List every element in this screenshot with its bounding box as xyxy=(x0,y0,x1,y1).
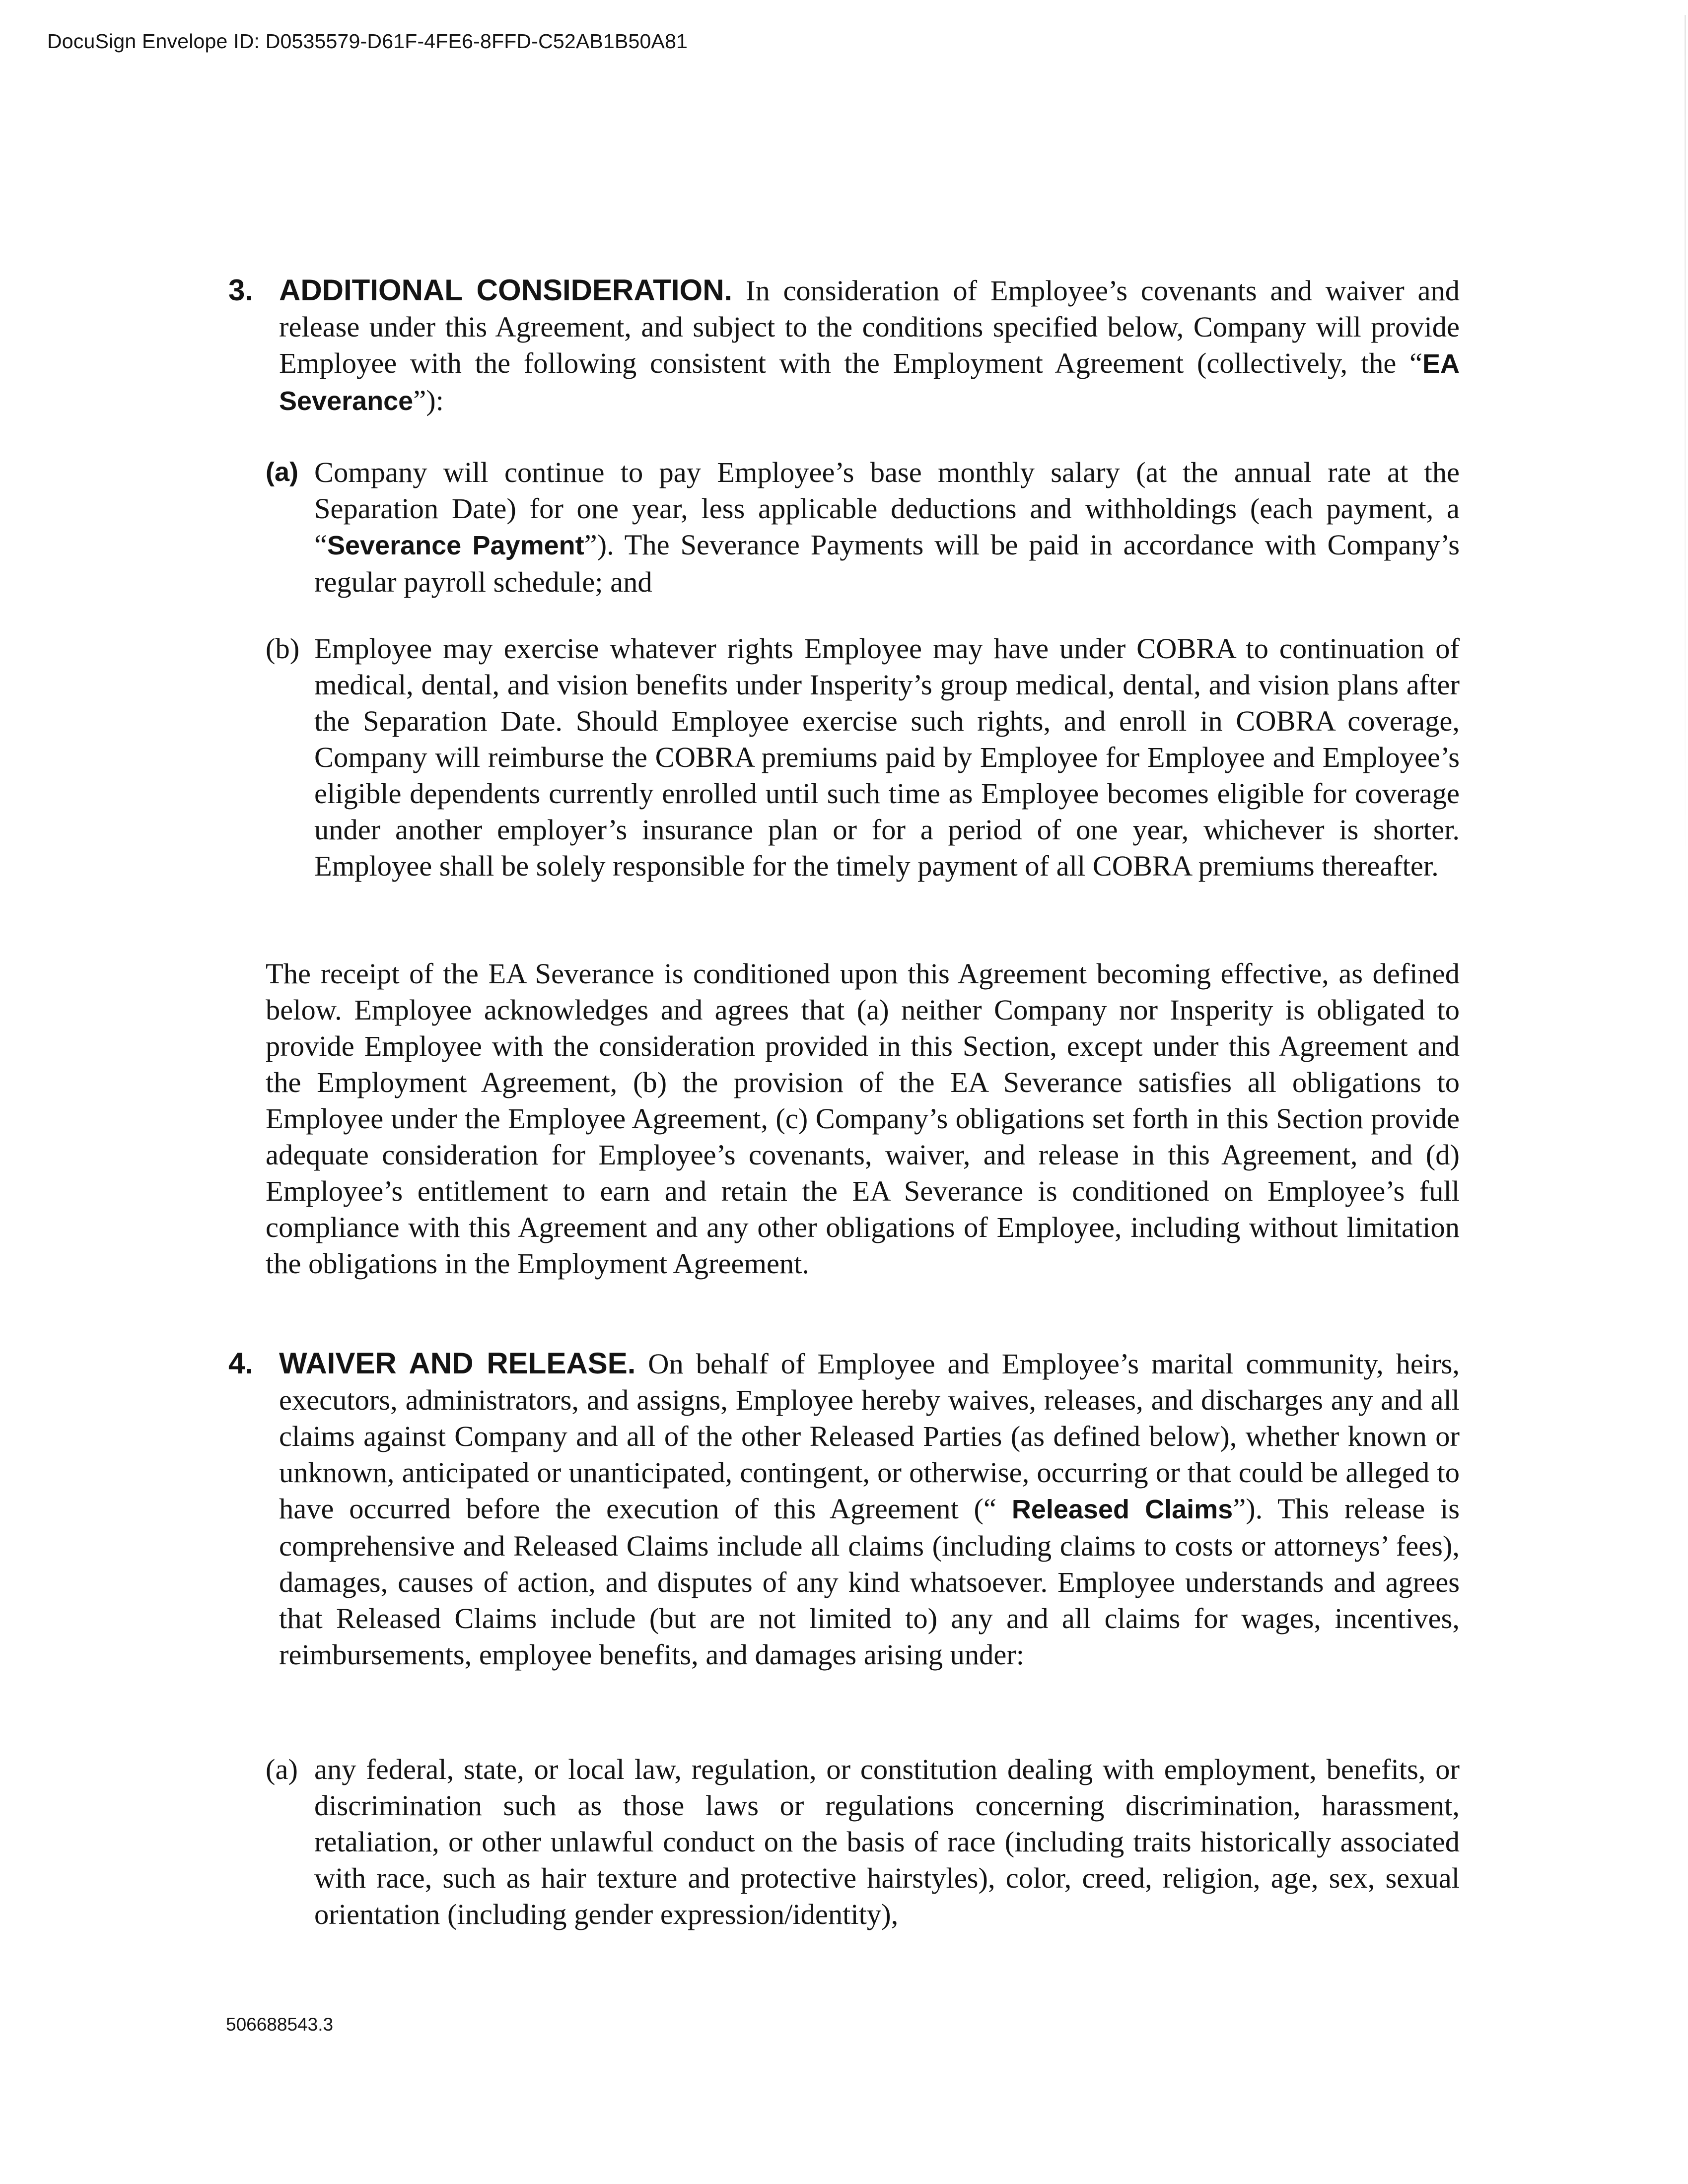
docusign-envelope-id: DocuSign Envelope ID: D0535579-D61F-4FE6-8FFD-C52AB1B50A81 xyxy=(47,30,688,53)
defined-term-released-claims: Released Claims xyxy=(1011,1495,1233,1524)
section-4-item-a xyxy=(266,1751,1460,1932)
item-label: (b) xyxy=(266,632,300,665)
item-label: (a) xyxy=(266,1753,298,1785)
item-text: any federal, state, or local law, regulation, or constitution dealing with employment, benefits, or discrimination such as those laws or regulations concerning discrimination, harassment, retaliation, or other unlawful conduct on the basis of race (including traits historically associated with race, such as hair texture and protective hairstyles), color, creed, religion, age, sex, sexual orientation (including gender expression/identity), xyxy=(314,1753,1460,1930)
section-3-intro-text: In consideration of Employee’s covenants and waiver and release under this Agreement, and subject to the conditions specified below, Company will provide Employee with the following consistent with the Employment Agreement (collectively, the “ xyxy=(279,274,1460,379)
item-a-text-end: ”). The Severance Payments will be paid in accordance with Company’s regular payroll schedule; and xyxy=(314,529,1460,598)
section-4-intro-end: ”). This release is comprehensive and Released Claims include all claims (including claims to costs or attorneys’ fees), damages, causes of action, and disputes of any kind whatsoever. Employee understands and agrees that Released Claims include (but are not limited to) any and all claims for wages, incentives, reimbursements, employee benefits, and damages arising under: xyxy=(279,1493,1460,1671)
section-4-intro-text: On behalf of Employee and Employee’s marital community, heirs, executors, administrators, and assigns, Employee hereby waives, releases, and discharges any and all claims against Company and all of the other Released Parties (as defined below), whether known or unknown, anticipated or unanticipated, contingent, or otherwise, occurring or that could be alleged to have occurred before the execution of this Agreement (“ xyxy=(279,1348,1460,1525)
section-3-intro xyxy=(279,272,1460,419)
section-3 xyxy=(228,272,1460,419)
section-3-intro-end: ”): xyxy=(413,384,444,416)
document-number: 506688543.3 xyxy=(226,2014,334,2035)
section-3-closing-paragraph: The receipt of the EA Severance is conditioned upon this Agreement becoming effective, as defined below. Employee acknowledges and agrees that (a) neither Company nor Insperity is obligated to provide Employee with the consideration provided in this Section, except under this Agreement and the Employment Agreement, (b) the provision of the EA Severance satisfies all obligations to Employee under the Employee Agreement, (c) Company’s obligations set forth in this Section provide adequate consideration for Employee’s covenants, waiver, and release in this Agreement, and (d) Employee’s entitlement to earn and retain the EA Severance is conditioned on Employee’s full compliance with this Agreement and any other obligations of Employee, including without limitation the obligations in the Employment Agreement. xyxy=(266,957,1460,1280)
item-text xyxy=(314,454,1460,600)
item-a-text: Company will continue to pay Employee’s base monthly salary (at the annual rate at the Separation Date) for one year, less applicable deductions and withholdings (each payment, a “ xyxy=(314,456,1460,561)
section-3-number: 3. xyxy=(228,273,254,307)
section-3-item-b xyxy=(266,630,1460,884)
section-4 xyxy=(228,1345,1460,1673)
item-label: (a) xyxy=(266,457,298,487)
section-3-heading: ADDITIONAL CONSIDERATION. xyxy=(279,273,733,307)
defined-term-severance-payment: Severance Payment xyxy=(327,531,584,560)
section-4-number: 4. xyxy=(228,1347,254,1380)
section-3-item-a xyxy=(266,454,1460,600)
section-4-heading: WAIVER AND RELEASE. xyxy=(279,1347,636,1380)
defined-term-ea-severance: EA Severance xyxy=(279,349,1460,416)
item-text: Employee may exercise whatever rights Employee may have under COBRA to continuation of medical, dental, and vision benefits under Insperity’s group medical, dental, and vision plans after the Separation Date. Should Employee exercise such rights, and enroll in COBRA coverage, Company will reimburse the COBRA premiums paid by Employee for Employee and Employee’s eligible dependents currently enrolled until such time as Employee becomes eligible for coverage under another employer’s insurance plan or for a period of one year, whichever is shorter. Employee shall be solely responsible for the timely payment of all COBRA premiums thereafter. xyxy=(314,632,1460,882)
section-4-intro xyxy=(279,1345,1460,1673)
scan-edge-artifact xyxy=(1685,15,1686,908)
